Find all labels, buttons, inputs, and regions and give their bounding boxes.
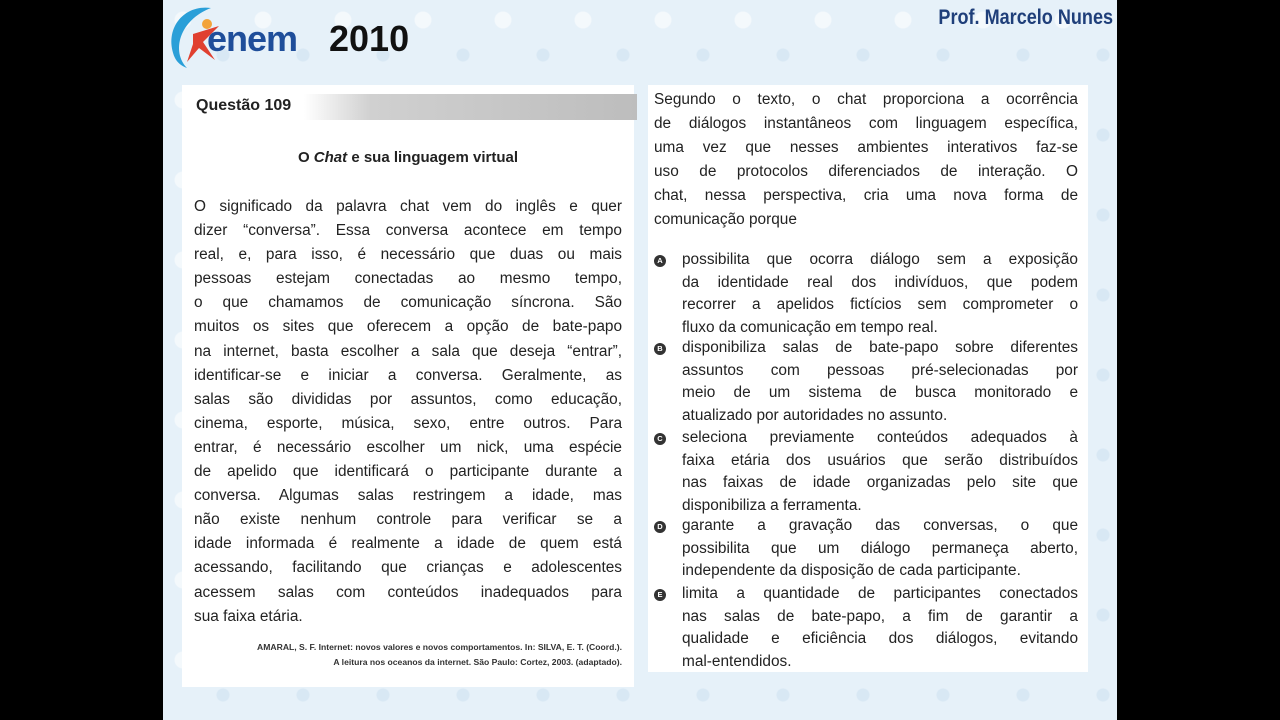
option-text-line: independente da disposição de cada participante. bbox=[682, 562, 1021, 580]
support-text-line: entrar, é necessário escolher um nick, uma espécie bbox=[194, 438, 622, 456]
support-text-line: pessoas estejam conectadas ao mesmo tempo, bbox=[194, 270, 622, 288]
support-text-line: real, e, para isso, é necessário que duas ou mais bbox=[194, 246, 622, 264]
stem-line: uma vez que nesses ambientes interativos faz-se bbox=[654, 139, 1078, 157]
option-text bbox=[682, 337, 1078, 427]
option-text-line: seleciona previamente conteúdos adequados à bbox=[682, 429, 1078, 446]
text-title: O Chat e sua linguagem virtual bbox=[297, 149, 519, 166]
question-text-panel bbox=[182, 85, 634, 687]
option-letter-badge: C bbox=[654, 433, 666, 445]
option-text-line: meio de um sistema de busca monitorado e bbox=[682, 384, 1078, 402]
support-text-line: conversa. Algumas salas restringem a idade, mas bbox=[194, 487, 622, 505]
support-text-line: acessem salas com conteúdos inadequados para bbox=[194, 583, 622, 601]
logo-year: 2010 bbox=[329, 18, 410, 59]
option-text bbox=[682, 583, 1078, 673]
option-letter-badge: D bbox=[654, 521, 666, 533]
option-text-line: nas salas de bate-papo, a fim de garantir a bbox=[682, 607, 1078, 625]
option-text-line: qualidade e eficiência dos diálogos, evitando bbox=[682, 630, 1078, 648]
question-header bbox=[196, 93, 641, 121]
stem-line: comunicação porque bbox=[654, 211, 797, 229]
enem-logo bbox=[163, 0, 433, 72]
option-text bbox=[682, 249, 1078, 339]
option-letter-badge: B bbox=[654, 343, 666, 355]
option-text-line: limita a quantidade de participantes conectados bbox=[682, 585, 1078, 602]
stem-line: uso de protocolos diferenciados de interação. O bbox=[654, 163, 1078, 181]
question-header-bar bbox=[304, 94, 637, 120]
option-text-line: atualizado por autoridades no assunto. bbox=[682, 406, 948, 424]
option-text-line: assuntos com pessoas pré-selecionadas por bbox=[682, 361, 1078, 379]
support-text-line: sua faixa etária. bbox=[194, 607, 303, 625]
support-text-line: identificar-se e iniciar a conversa. Geralmente, as bbox=[194, 366, 622, 384]
option-letter-badge: E bbox=[654, 589, 666, 601]
option-text-line: recorrer a apelidos fictícios sem comprometer o bbox=[682, 296, 1078, 314]
option-text bbox=[682, 427, 1078, 517]
support-text-line: na internet, basta escolher a sala que deseja “entrar”, bbox=[194, 342, 622, 360]
title-italic: Chat bbox=[313, 149, 348, 166]
option-text-line: nas faixas de idade organizadas pelo site que bbox=[682, 474, 1078, 492]
support-text-line: salas são divididas por assuntos, como educação, bbox=[194, 390, 622, 408]
stem-line: de diálogos instantâneos com linguagem específica, bbox=[654, 115, 1078, 133]
option-text-line: garante a gravação das conversas, o que bbox=[682, 517, 1078, 534]
option-text-line: possibilita que um diálogo permaneça aberto, bbox=[682, 539, 1078, 557]
option-text-line: faixa etária dos usuários que serão distribuídos bbox=[682, 451, 1078, 469]
option-text-line: disponibiliza a ferramenta. bbox=[682, 496, 862, 514]
answers-panel bbox=[648, 85, 1088, 672]
citation: AMARAL, S. F. Internet: novos valores e novos comportamentos. In: SILVA, E. T. (Coord.). A leitura nos oceanos da internet. São Paulo: Cortez, 2003. (adaptado). bbox=[257, 642, 622, 667]
option-text bbox=[682, 515, 1078, 583]
support-text-line: idade informada é realmente a idade de quem está bbox=[194, 535, 622, 553]
option-text-line: da identidade real dos indivíduos, que podem bbox=[682, 273, 1078, 291]
support-text-line: O significado da palavra chat vem do inglês e quer bbox=[194, 198, 622, 215]
support-text-line: o que chamamos de comunicação síncrona. São bbox=[194, 294, 622, 312]
support-text-line: cinema, esporte, música, sexo, entre outros. Para bbox=[194, 414, 622, 432]
option-text-line: disponibiliza salas de bate-papo sobre diferentes bbox=[682, 339, 1078, 356]
option-text-line: mal-entendidos. bbox=[682, 652, 792, 670]
support-text-line: de apelido que identificará o participante durante a bbox=[194, 463, 622, 481]
support-text-line: acessando, facilitando que crianças e adolescentes bbox=[194, 559, 622, 577]
option-text-line: possibilita que ocorra diálogo sem a exposição bbox=[682, 251, 1078, 268]
question-number: Questão 109 bbox=[196, 97, 292, 114]
option-text-line: fluxo da comunicação em tempo real. bbox=[682, 318, 938, 336]
stem-line: chat, nessa perspectiva, cria uma nova forma de bbox=[654, 187, 1078, 205]
support-text-line: dizer “conversa”. Essa conversa acontece em tempo bbox=[194, 222, 622, 240]
support-text-line: muitos os sites que oferecem a opção de bate-papo bbox=[194, 318, 622, 336]
logo-text: enem bbox=[207, 18, 298, 59]
question-stem bbox=[654, 88, 1078, 233]
slide-frame bbox=[163, 0, 1117, 720]
stem-line: Segundo o texto, o chat proporciona a ocorrência bbox=[654, 91, 1078, 108]
support-text-line: não existe nenhum controle para verificar se a bbox=[194, 511, 622, 529]
support-text bbox=[194, 195, 622, 629]
option-letter-badge: A bbox=[654, 255, 666, 267]
author-name: Prof. Marcelo Nunes bbox=[938, 6, 1113, 29]
